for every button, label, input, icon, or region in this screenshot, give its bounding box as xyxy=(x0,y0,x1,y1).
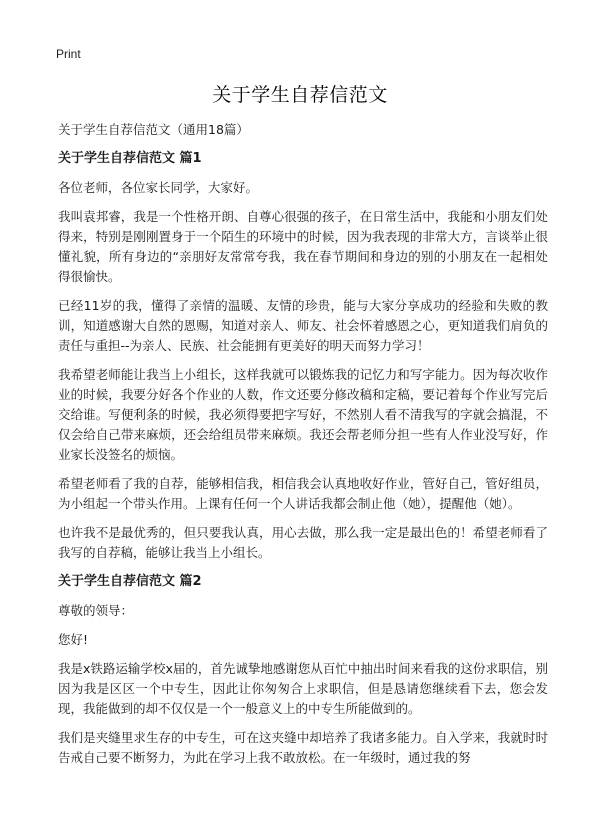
paragraph: 已经11岁的我，懂得了亲情的温暖、友情的珍贵，能与大家分享成功的经验和失败的教训，知道感谢大自然的恩赐，知道对亲人、师友、社会怀着感恩之心，更知道我们肩负的责任与重担--为亲人、民族、社会能拥有更美好的明天而努力学习！ xyxy=(58,298,548,353)
print-link[interactable]: Print xyxy=(56,47,81,61)
document-subtitle: 关于学生自荐信范文（通用18篇） xyxy=(58,122,249,137)
paragraph: 也许我不是最优秀的，但只要我认真，用心去做，那么我一定是最出色的！希望老师看了我写的自荐稿，能够让我当上小组长。 xyxy=(58,525,548,560)
paragraph: 我是x铁路运输学校x届的，首先诚挚地感谢您从百忙中抽出时间来看我的这份求职信，别因为我是区区一个中专生，因此让你匆匆合上求职信，但是恳请您继续看下去，您会发现，我能做到的却不仅仅是一个一般意义上的中专生所能做到的。 xyxy=(58,661,548,716)
paragraph: 我们是夹缝里求生存的中专生，可在这夹缝中却培养了我诸多能力。自入学来，我就时时告戒自己要不断努力，为此在学习上我不敢放松。在一年级时，通过我的努 xyxy=(58,730,548,765)
section-1 xyxy=(58,149,548,563)
paragraph: 希望老师看了我的自荐，能够相信我，相信我会认真地收好作业，管好自己，管好组员，为小组起一个带头作用。上课有任何一个人讲话我都会制止他（她），提醒他（她）。 xyxy=(58,476,548,511)
paragraph: 尊敬的领导： xyxy=(58,603,134,618)
section-heading: 关于学生自荐信范文 篇2 xyxy=(58,574,202,589)
paragraph: 我希望老师能让我当上小组长，这样我就可以锻炼我的记忆力和写字能力。因为每次收作业的时候，我要分好各个作业的人数，作文还要分修改稿和定稿，要记着每个作业写完后交给谁。写便利条的时候，我必须得要把字写好，不然别人看不清我写的字就会搞混，不仅会给自己带来麻烦，还会给组员带来麻烦。我还会帮老师分担一些有人作业没写好，作业家长没签名的烦恼。 xyxy=(58,367,548,462)
document-title: 关于学生自荐信范文 xyxy=(212,84,388,106)
section-2 xyxy=(58,572,548,768)
paragraph: 各位老师，各位家长同学，大家好。 xyxy=(58,180,259,195)
paragraph: 我叫袁邦睿，我是一个性格开朗、自尊心很强的孩子，在日常生活中，我能和小朋友们处得来，特别是刚刚置身于一个陌生的环境中的时候，因为我表现的非常大方，言谈举止很懂礼貌，所有身边的“亲朋好友常常夸我，我在春节期间和身边的别的小朋友在一起相处得很愉快。 xyxy=(58,209,548,284)
document-body xyxy=(58,120,548,777)
section-heading: 关于学生自荐信范文 篇1 xyxy=(58,151,202,166)
paragraph: 您好! xyxy=(58,632,89,647)
